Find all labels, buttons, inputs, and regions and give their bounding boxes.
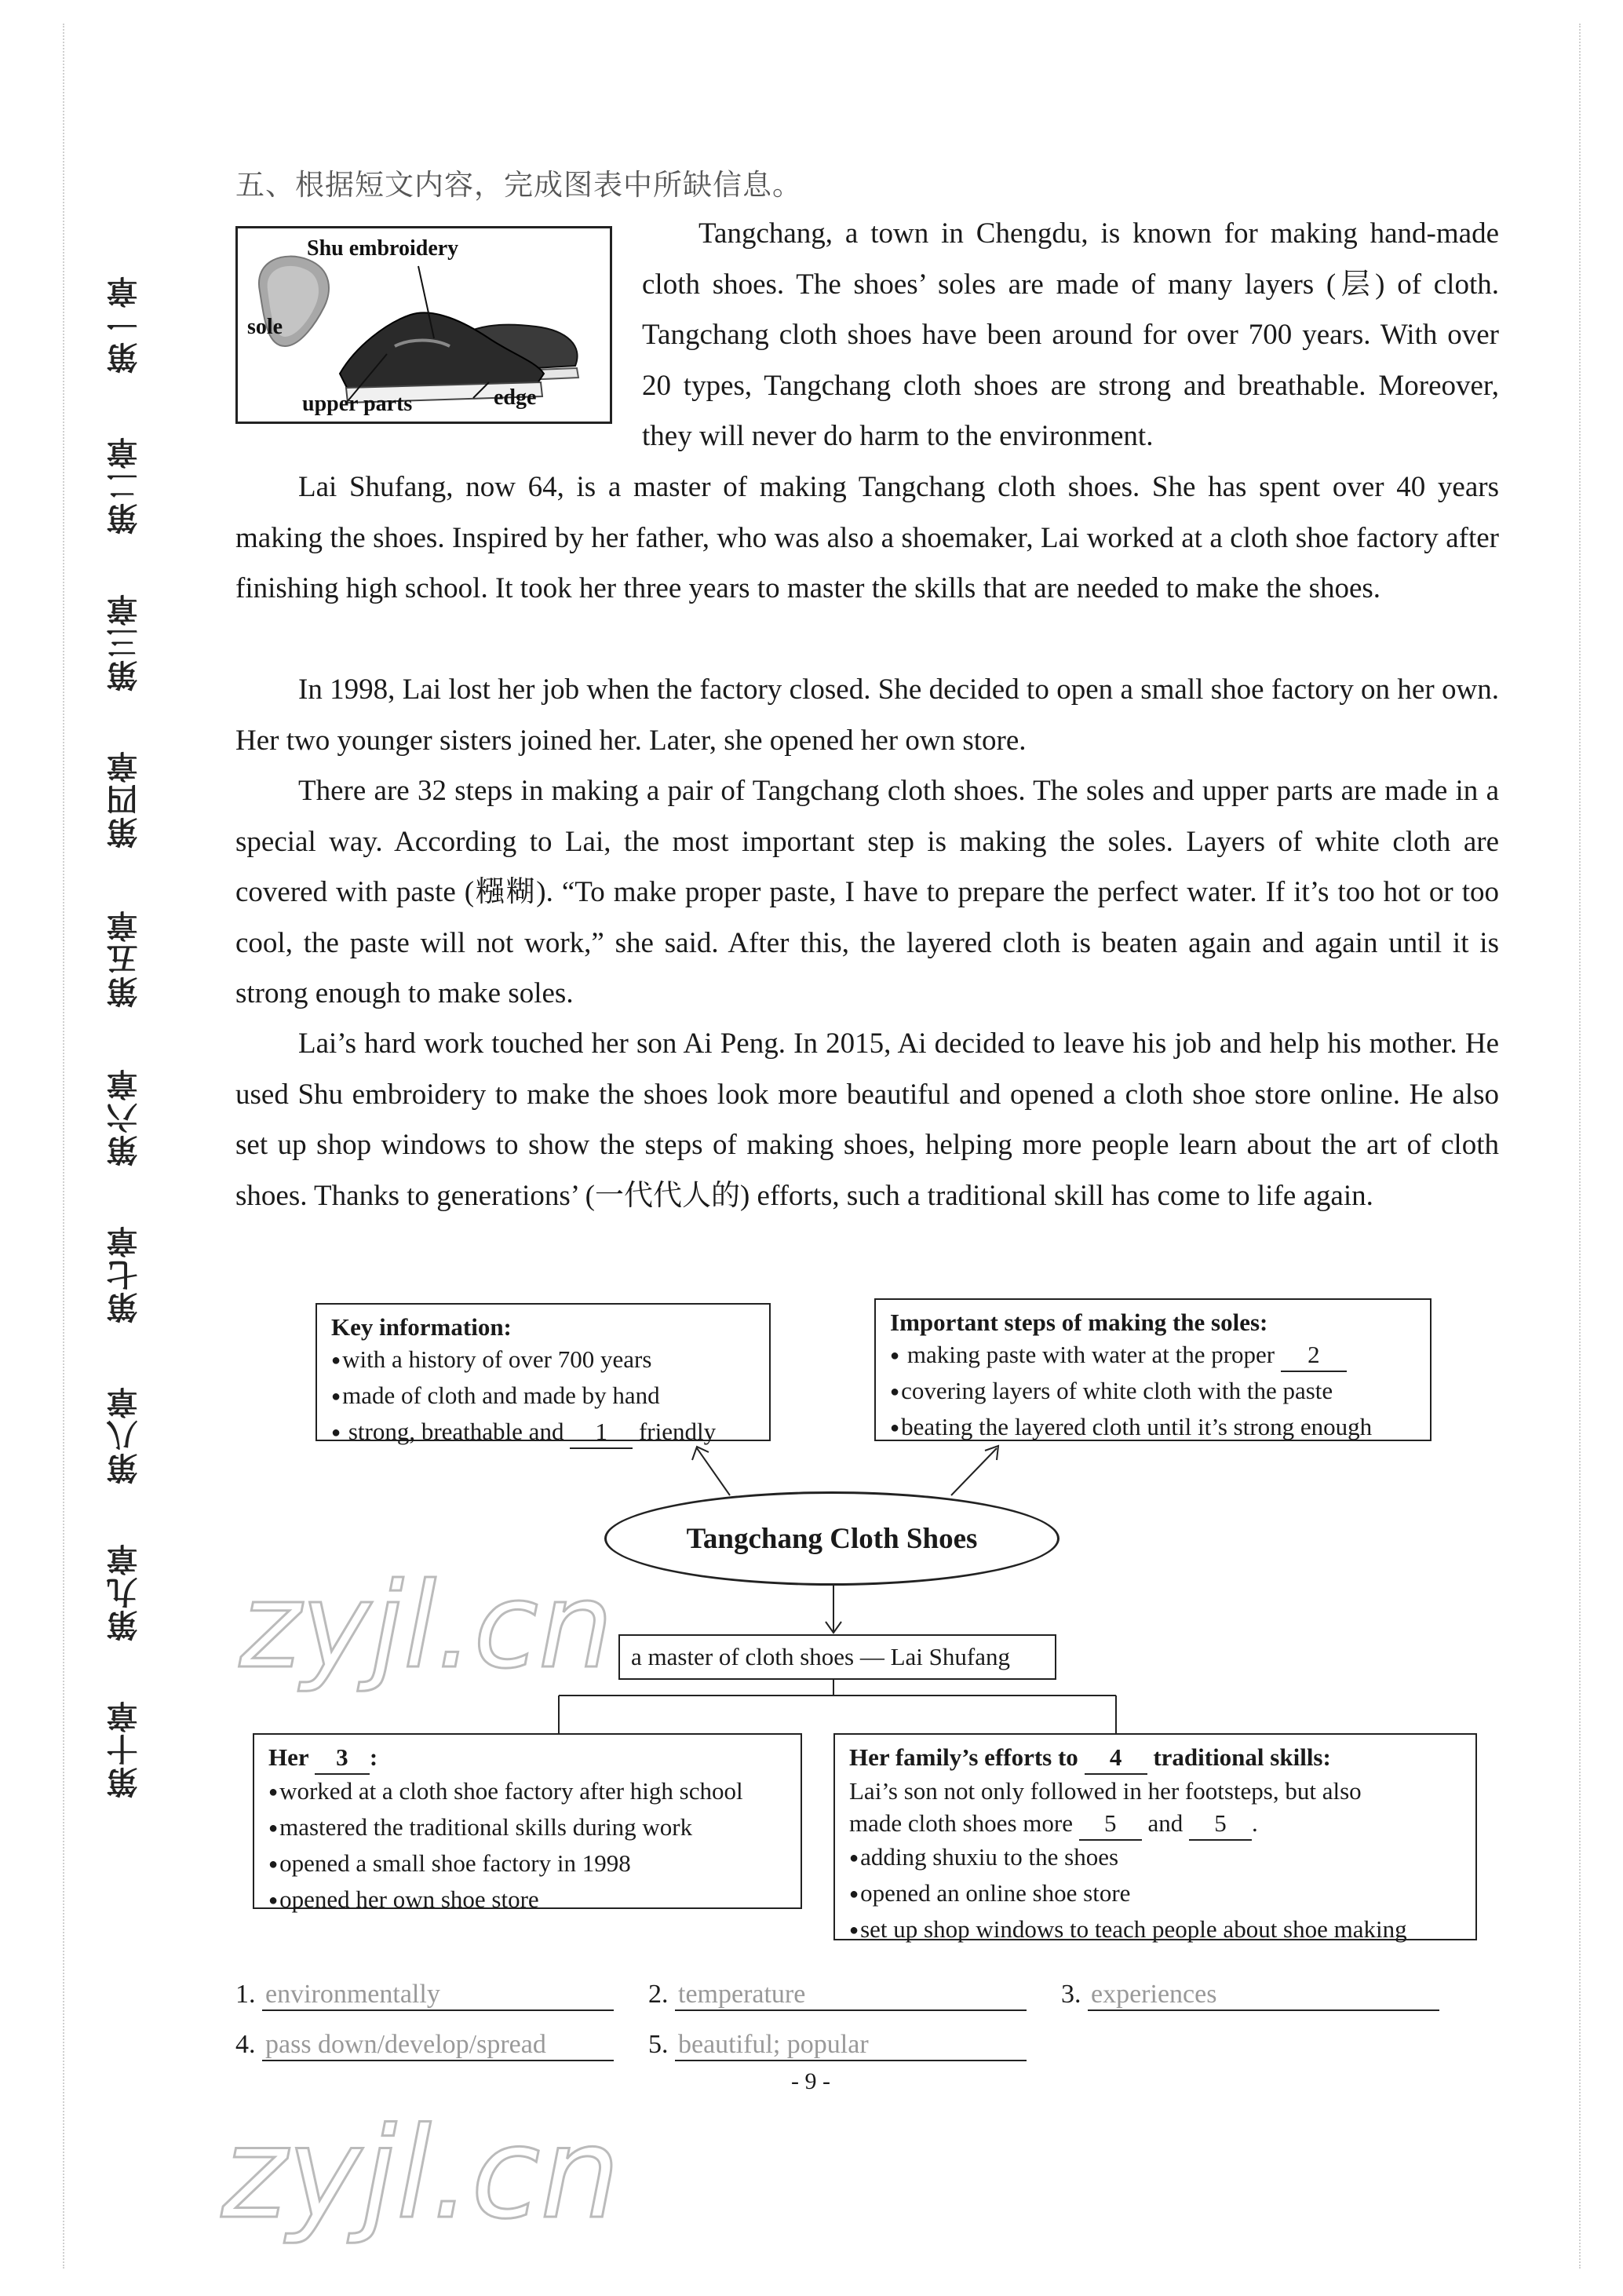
sidebar-tab-chapter-2[interactable]: 第二章 — [107, 436, 143, 535]
figure-label-edge: edge — [494, 385, 537, 410]
her-title — [268, 1741, 786, 1775]
her-item: ● opened a small shoe factory in 1998 — [268, 1847, 786, 1883]
answer-field[interactable]: pass down/develop/spread — [262, 2030, 614, 2061]
sidebar-tab-chapter-5[interactable]: 第五章 — [107, 909, 143, 1008]
steps-item: ● beating the layered cloth until it’s strong enough — [890, 1411, 1416, 1447]
passage-paragraph-5: Lai’s hard work touched her son Ai Peng. In 2015, Ai decided to leave his job and help his mother. He used Shu embroidery to make the shoes look more beautiful and opened a cloth shoe store online. He also set up shop windows to show the steps of making shoes, helping more people learn about the art of cloth shoes. Thanks to generations’ (一代代人的) efforts, such a traditional skill has come to life again. — [235, 1028, 1499, 1212]
family-item: ● opened an online shoe store — [849, 1877, 1461, 1913]
steps-item-blank-2 — [890, 1338, 1416, 1374]
family-title — [849, 1741, 1461, 1775]
watermark-logo: zyjl.cn — [239, 1558, 614, 1695]
figure-label-upper-parts: upper parts — [302, 392, 413, 416]
steps-text: making paste with water at the proper — [906, 1341, 1275, 1368]
family-line: Lai’s son not only followed in her footsteps, but also — [849, 1777, 1362, 1805]
her-item: ● worked at a cloth shoe factory after high school — [268, 1775, 786, 1811]
blank-3[interactable]: 3 — [315, 1741, 370, 1775]
passage-paragraph-1: Tangchang, a town in Chengdu, is known for making hand-made cloth shoes. The shoes’ soles are made of many layers (层) of cloth. Tangchang cloth shoes have been around for over 700 years. With over 20 types, Tangchang cloth shoes are strong and breathable. Moreover, they will never do harm to the environment. — [642, 217, 1499, 453]
her-title-text: Her — [268, 1743, 309, 1771]
answer-number: 5. — [648, 2030, 669, 2059]
answer-4 — [235, 2030, 614, 2061]
family-title-text: traditional skills: — [1153, 1743, 1331, 1771]
her-item: ● mastered the traditional skills during work — [268, 1811, 786, 1847]
answer-3 — [1061, 1980, 1439, 2011]
family-title-text: Her family’s efforts to — [849, 1743, 1078, 1771]
passage-paragraph-4: There are 32 steps in making a pair of Tangchang cloth shoes. The soles and upper parts are made in a special way. According to Lai, the most important step is making the soles. Layers of white cloth are covered with paste (糨糊). “To make proper paste, I have to prepare the perfect water. If it’s too hot or too cool, the paste will not work,” she said. After this, the layered cloth is beaten again and again until it is strong enough to make soles. — [235, 775, 1499, 1010]
sidebar-tab-chapter-7[interactable]: 第七章 — [107, 1225, 143, 1323]
sidebar-tab-chapter-9[interactable]: 第九章 — [107, 1542, 143, 1641]
answer-1 — [235, 1980, 614, 2011]
answer-field[interactable]: experiences — [1088, 1980, 1439, 2011]
family-efforts-box — [833, 1733, 1477, 1943]
blank-5b[interactable]: 5 — [1189, 1807, 1252, 1841]
family-item: ● set up shop windows to teach people about shoe making — [849, 1913, 1461, 1949]
right-scan-edge — [1579, 24, 1581, 2269]
answer-field[interactable]: temperature — [675, 1980, 1027, 2011]
page-number: - 9 - — [791, 2068, 830, 2094]
key-info-item-blank-1 — [331, 1415, 755, 1451]
family-text: . — [1251, 1809, 1258, 1837]
important-steps-box — [874, 1298, 1432, 1441]
watermark-logo: zyjl.cn — [221, 2100, 620, 2247]
figure-label-embroidery: Shu embroidery — [307, 236, 459, 261]
key-info-text: strong, breathable and — [348, 1418, 564, 1445]
answer-field[interactable]: beautiful; popular — [675, 2030, 1027, 2061]
steps-title: Important steps of making the soles: — [890, 1309, 1268, 1336]
answer-2 — [648, 1980, 1027, 2011]
key-info-item: ● with a history of over 700 years — [331, 1343, 755, 1379]
key-info-item: ● made of cloth and made by hand — [331, 1379, 755, 1415]
answer-number: 2. — [648, 1980, 669, 2009]
sidebar-tab-chapter-8[interactable]: 第八章 — [107, 1385, 143, 1484]
sidebar-tab-chapter-10[interactable]: 第十章 — [107, 1699, 143, 1798]
sidebar-tab-chapter-1[interactable]: 第一章 — [107, 275, 143, 374]
family-text: made cloth shoes more — [849, 1809, 1073, 1837]
answer-number: 4. — [235, 2030, 256, 2059]
exercise-heading: 五、根据短文内容，完成图表中所缺信息。 — [235, 168, 802, 202]
passage-paragraph-2: Lai Shufang, now 64, is a master of making Tangchang cloth shoes. She has spent over 40 years making the shoes. Inspired by her father, who was also a shoemaker, Lai worked at a cloth shoe factory after finishing high school. It took her three years to master the skills that are needed to make the shoes. — [235, 471, 1499, 605]
mindmap-center-title: Tangchang Cloth Shoes — [686, 1522, 978, 1555]
blank-1[interactable]: 1 — [570, 1415, 633, 1449]
blank-2[interactable]: 2 — [1281, 1338, 1347, 1372]
key-information-box — [315, 1303, 771, 1445]
her-box — [253, 1733, 802, 1913]
key-info-text: friendly — [638, 1418, 717, 1445]
answer-field[interactable]: environmentally — [262, 1980, 614, 2011]
family-text: and — [1147, 1809, 1184, 1837]
her-title-colon: : — [369, 1743, 378, 1771]
master-text: a master of cloth shoes — Lai Shufang — [631, 1643, 1010, 1670]
her-item: ● opened her own shoe store — [268, 1883, 786, 1919]
family-item: ● adding shuxiu to the shoes — [849, 1841, 1461, 1877]
left-scan-edge — [63, 24, 64, 2269]
sidebar-tab-chapter-6[interactable]: 第六章 — [107, 1068, 143, 1166]
blank-4[interactable]: 4 — [1085, 1741, 1147, 1775]
key-info-title: Key information: — [331, 1313, 512, 1341]
answer-number: 3. — [1061, 1980, 1081, 2009]
family-line-blank-5 — [849, 1807, 1461, 1841]
answer-5 — [648, 2030, 1027, 2061]
passage-paragraph-3: In 1998, Lai lost her job when the factory closed. She decided to open a small shoe factory on her own. Her two younger sisters joined her. Later, she opened her own store. — [235, 673, 1499, 757]
mindmap-center-oval — [604, 1491, 1060, 1586]
blank-5a[interactable]: 5 — [1079, 1807, 1142, 1841]
answer-number: 1. — [235, 1980, 256, 2009]
master-box — [618, 1634, 1056, 1680]
sidebar-tab-chapter-3[interactable]: 第三章 — [107, 593, 143, 692]
steps-item: ● covering layers of white cloth with the paste — [890, 1374, 1416, 1411]
figure-label-sole: sole — [247, 315, 283, 339]
sidebar-tab-chapter-4[interactable]: 第四章 — [107, 750, 143, 849]
shoe-figure — [235, 226, 612, 424]
